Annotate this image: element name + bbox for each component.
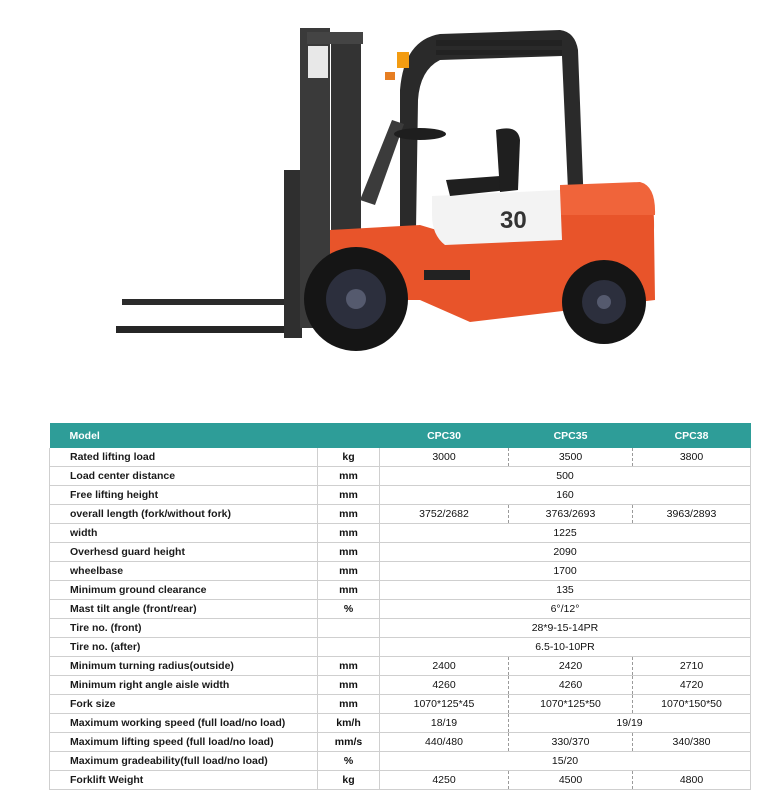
row-value: 500 <box>380 467 751 486</box>
row-param: Maximum gradeability(full load/no load) <box>50 752 318 771</box>
row-value: 2420 <box>509 657 633 676</box>
row-unit <box>318 638 380 657</box>
row-value: 3800 <box>633 448 751 467</box>
row-value: 18/19 <box>380 714 509 733</box>
table-row <box>50 752 751 771</box>
row-param: Tire no. (after) <box>50 638 318 657</box>
table-row <box>50 733 751 752</box>
row-value: 28*9-15-14PR <box>380 619 751 638</box>
table-row <box>50 524 751 543</box>
row-unit: kg <box>318 771 380 790</box>
row-value: 340/380 <box>633 733 751 752</box>
row-param: Maximum lifting speed (full load/no load) <box>50 733 318 752</box>
table-row <box>50 657 751 676</box>
row-value: 135 <box>380 581 751 600</box>
table-row <box>50 505 751 524</box>
table-row <box>50 448 751 467</box>
header-cpc38: CPC38 <box>633 423 751 448</box>
row-value: 4260 <box>509 676 633 695</box>
row-value: 3500 <box>509 448 633 467</box>
row-unit: mm <box>318 505 380 524</box>
row-param: Free lifting height <box>50 486 318 505</box>
row-param: wheelbase <box>50 562 318 581</box>
row-value: 1700 <box>380 562 751 581</box>
table-row <box>50 467 751 486</box>
row-value: 6°/12° <box>380 600 751 619</box>
row-unit: km/h <box>318 714 380 733</box>
row-param: Minimum right angle aisle width <box>50 676 318 695</box>
row-param: Fork size <box>50 695 318 714</box>
row-param: width <box>50 524 318 543</box>
row-value: 3963/2893 <box>633 505 751 524</box>
row-value: 160 <box>380 486 751 505</box>
row-param: Minimum turning radius(outside) <box>50 657 318 676</box>
row-value: 4500 <box>509 771 633 790</box>
row-value: 4800 <box>633 771 751 790</box>
row-value: 1225 <box>380 524 751 543</box>
row-value: 4720 <box>633 676 751 695</box>
row-unit: mm <box>318 543 380 562</box>
row-unit: mm <box>318 581 380 600</box>
row-value: 6.5-10-10PR <box>380 638 751 657</box>
row-param: Overhesd guard height <box>50 543 318 562</box>
row-value: 1070*150*50 <box>633 695 751 714</box>
header-cpc30: CPC30 <box>380 423 509 448</box>
row-unit <box>318 619 380 638</box>
row-value: 3000 <box>380 448 509 467</box>
row-unit: mm/s <box>318 733 380 752</box>
row-unit: mm <box>318 562 380 581</box>
row-param: overall length (fork/without fork) <box>50 505 318 524</box>
header-model: Model <box>50 423 380 448</box>
row-param: Rated lifting load <box>50 448 318 467</box>
row-value: 19/19 <box>509 714 751 733</box>
row-value: 4250 <box>380 771 509 790</box>
table-row <box>50 581 751 600</box>
table-row <box>50 600 751 619</box>
row-unit: mm <box>318 524 380 543</box>
row-value: 4260 <box>380 676 509 695</box>
row-unit: mm <box>318 486 380 505</box>
row-value: 15/20 <box>380 752 751 771</box>
row-value: 1070*125*50 <box>509 695 633 714</box>
row-unit: mm <box>318 657 380 676</box>
table-row <box>50 676 751 695</box>
table-row <box>50 619 751 638</box>
row-unit: kg <box>318 448 380 467</box>
row-param: Minimum ground clearance <box>50 581 318 600</box>
table-row <box>50 638 751 657</box>
row-param: Mast tilt angle (front/rear) <box>50 600 318 619</box>
row-unit: % <box>318 752 380 771</box>
table-row <box>50 771 751 790</box>
row-param: Maximum working speed (full load/no load) <box>50 714 318 733</box>
fork-upper <box>122 299 300 305</box>
row-value: 2090 <box>380 543 751 562</box>
row-param: Tire no. (front) <box>50 619 318 638</box>
row-param: Forklift Weight <box>50 771 318 790</box>
table-row <box>50 486 751 505</box>
row-value: 3763/2693 <box>509 505 633 524</box>
row-value: 330/370 <box>509 733 633 752</box>
row-value: 440/480 <box>380 733 509 752</box>
truck-number: 30 <box>500 207 527 234</box>
fork-lower <box>116 326 300 333</box>
row-value: 2710 <box>633 657 751 676</box>
header-cpc35: CPC35 <box>509 423 633 448</box>
row-unit: mm <box>318 467 380 486</box>
row-unit: mm <box>318 695 380 714</box>
row-param: Load center distance <box>50 467 318 486</box>
spec-table <box>49 423 751 790</box>
row-unit: % <box>318 600 380 619</box>
row-value: 1070*125*45 <box>380 695 509 714</box>
table-row <box>50 543 751 562</box>
table-header-row <box>50 423 751 448</box>
table-row <box>50 562 751 581</box>
row-value: 3752/2682 <box>380 505 509 524</box>
row-unit: mm <box>318 676 380 695</box>
table-row <box>50 714 751 733</box>
table-row <box>50 695 751 714</box>
row-value: 2400 <box>380 657 509 676</box>
